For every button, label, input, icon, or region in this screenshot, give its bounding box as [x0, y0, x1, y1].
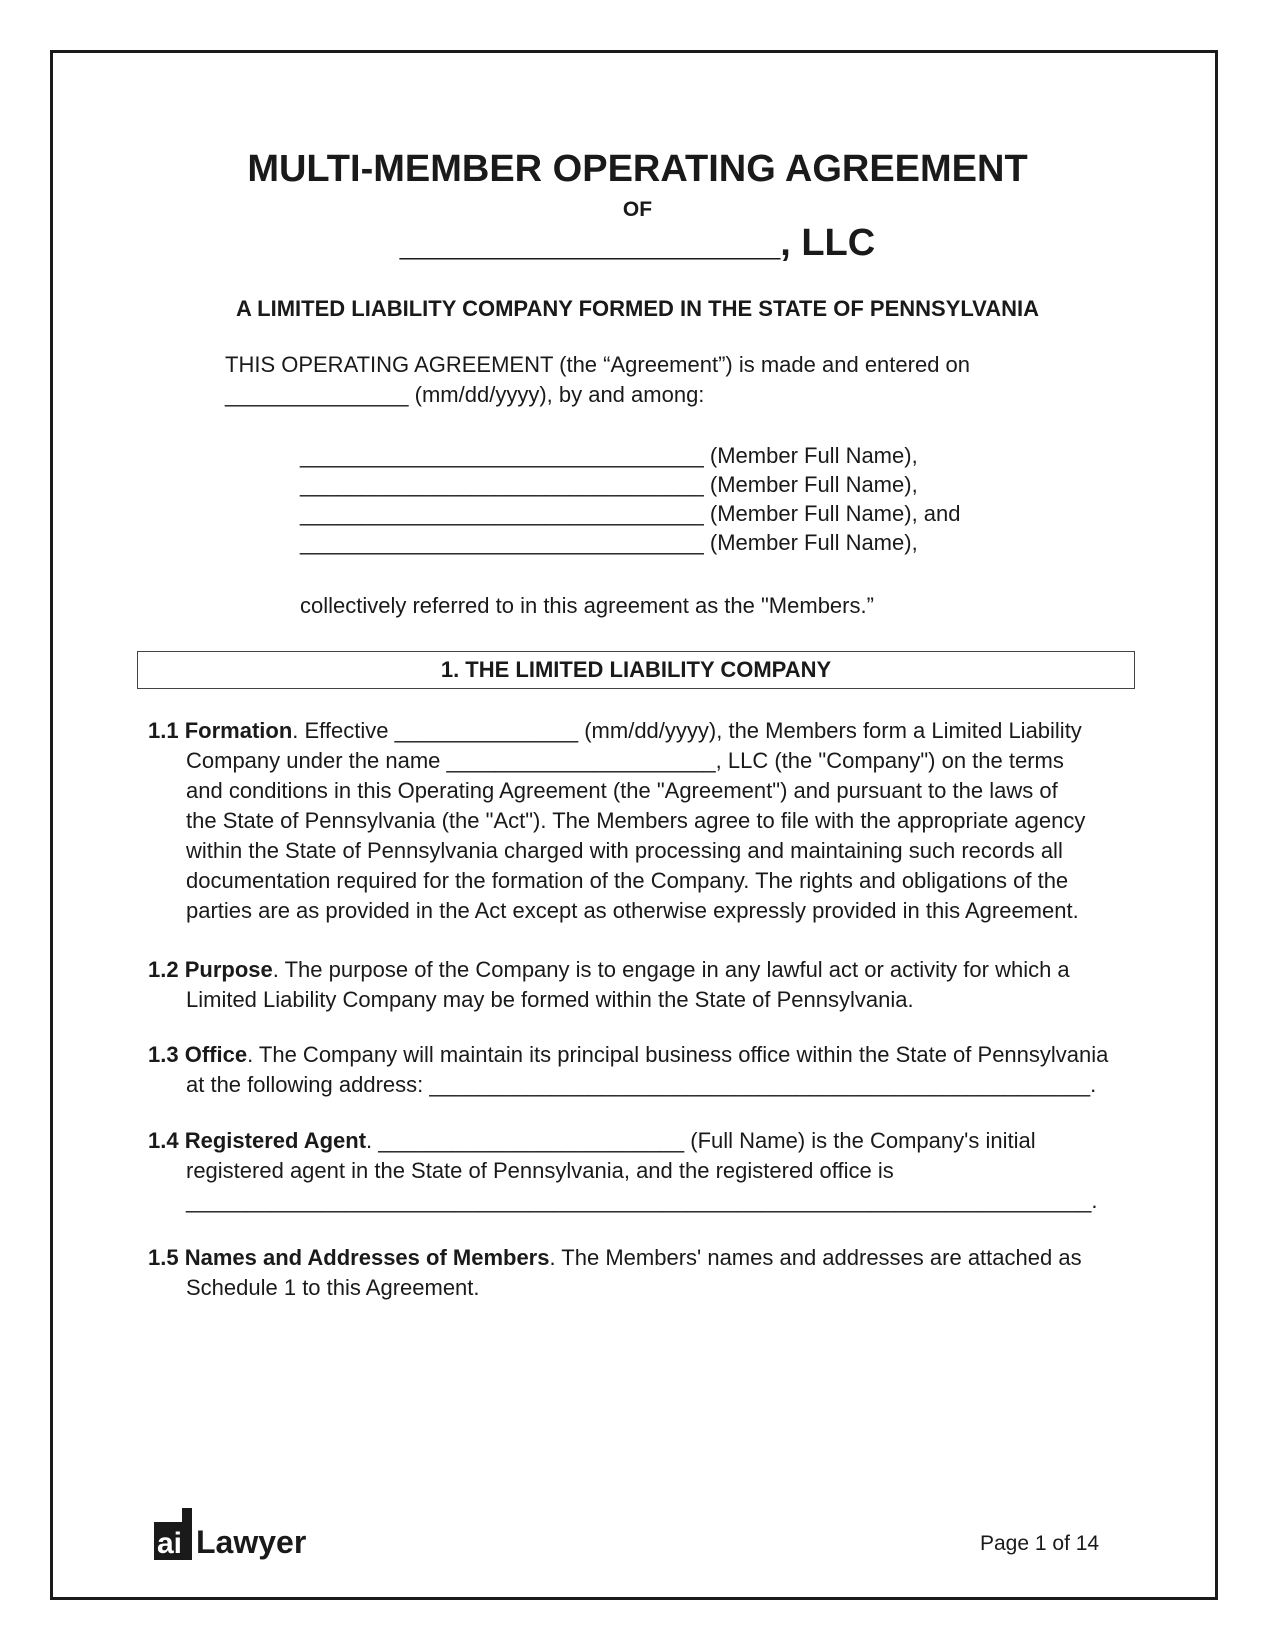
clause-number: 1.3 [148, 1042, 179, 1067]
clause-line: Limited Liability Company may be formed within the State of Pennsylvania. [186, 987, 914, 1012]
company-name-line: __________________, LLC [399, 222, 876, 264]
clause-line: at the following address: ______________________________________________________. [186, 1072, 1097, 1097]
clause-heading: Formation [184, 718, 293, 743]
clause-line: and conditions in this Operating Agreement (the "Agreement") and pursuant to the laws of [186, 778, 1058, 803]
clause-formation [148, 716, 1148, 926]
intro-line-2: _______________ (mm/dd/yyyy), by and among: [225, 382, 705, 407]
clause-members-addresses [148, 1243, 1148, 1303]
clause-number: 1.2 [148, 957, 179, 982]
clause-line: . The purpose of the Company is to engage in any lawful act or activity for which a [272, 957, 1070, 982]
clause-heading: Registered Agent [184, 1128, 367, 1153]
clause-number: 1.4 [148, 1128, 179, 1153]
logo-wordmark: Lawyer [196, 1524, 307, 1560]
member-line: _________________________________ (Member Full Name), [300, 472, 918, 497]
member-line: _________________________________ (Member Full Name), [300, 530, 918, 555]
clause-line: the State of Pennsylvania (the "Act"). The Members agree to file with the appropriate agency [186, 808, 1086, 833]
member-line: _________________________________ (Member Full Name), and [300, 501, 961, 526]
clause-line: . _________________________ (Full Name) is the Company's initial [366, 1128, 1036, 1153]
intro-paragraph [225, 350, 970, 410]
clause-line: Schedule 1 to this Agreement. [186, 1275, 480, 1300]
clause-number: 1.5 [148, 1245, 179, 1270]
section-heading: 1. THE LIMITED LIABILITY COMPANY [440, 657, 832, 682]
page-number: Page 1 of 14 [980, 1532, 1100, 1555]
logo-mark-icon [154, 1508, 324, 1560]
clause-line: Company under the name ______________________, LLC (the "Company") on the terms [186, 748, 1064, 773]
of-line: OF [622, 198, 653, 221]
clause-line: within the State of Pennsylvania charged with processing and maintaining such records all [186, 838, 1063, 863]
clause-line: __________________________________________________________________________. [186, 1188, 1098, 1213]
clause-line: registered agent in the State of Pennsylvania, and the registered office is [186, 1158, 894, 1183]
clause-line: . The Company will maintain its principal business office within the State of Pennsylvania [247, 1042, 1109, 1067]
clause-office [148, 1040, 1148, 1100]
clause-heading: Names and Addresses of Members [184, 1245, 550, 1270]
clause-line: documentation required for the formation of the Company. The rights and obligations of the [186, 868, 1069, 893]
clause-heading: Purpose [184, 957, 273, 982]
members-list [300, 441, 961, 557]
clause-line: parties are as provided in the Act except as otherwise expressly provided in this Agreement. [186, 898, 1079, 923]
intro-line-1: THIS OPERATING AGREEMENT (the “Agreement”) is made and entered on [225, 352, 971, 377]
clause-line: . The Members' names and addresses are attached as [549, 1245, 1082, 1270]
clause-line: . Effective _______________ (mm/dd/yyyy), the Members form a Limited Liability [292, 718, 1082, 743]
logo-mark-text: ai [157, 1527, 183, 1560]
member-line: _________________________________ (Member Full Name), [300, 443, 918, 468]
document-subtitle: A LIMITED LIABILITY COMPANY FORMED IN THE STATE OF PENNSYLVANIA [235, 296, 1039, 321]
clause-purpose [148, 955, 1148, 1015]
clause-heading: Office [184, 1042, 248, 1067]
clause-number: 1.1 [148, 718, 179, 743]
ailawyer-logo [154, 1508, 324, 1560]
collective-statement: collectively referred to in this agreement as the "Members.” [300, 593, 874, 618]
document-title: MULTI-MEMBER OPERATING AGREEMENT [247, 148, 1028, 190]
section-heading-box [137, 651, 1135, 689]
clause-registered-agent [148, 1126, 1148, 1216]
